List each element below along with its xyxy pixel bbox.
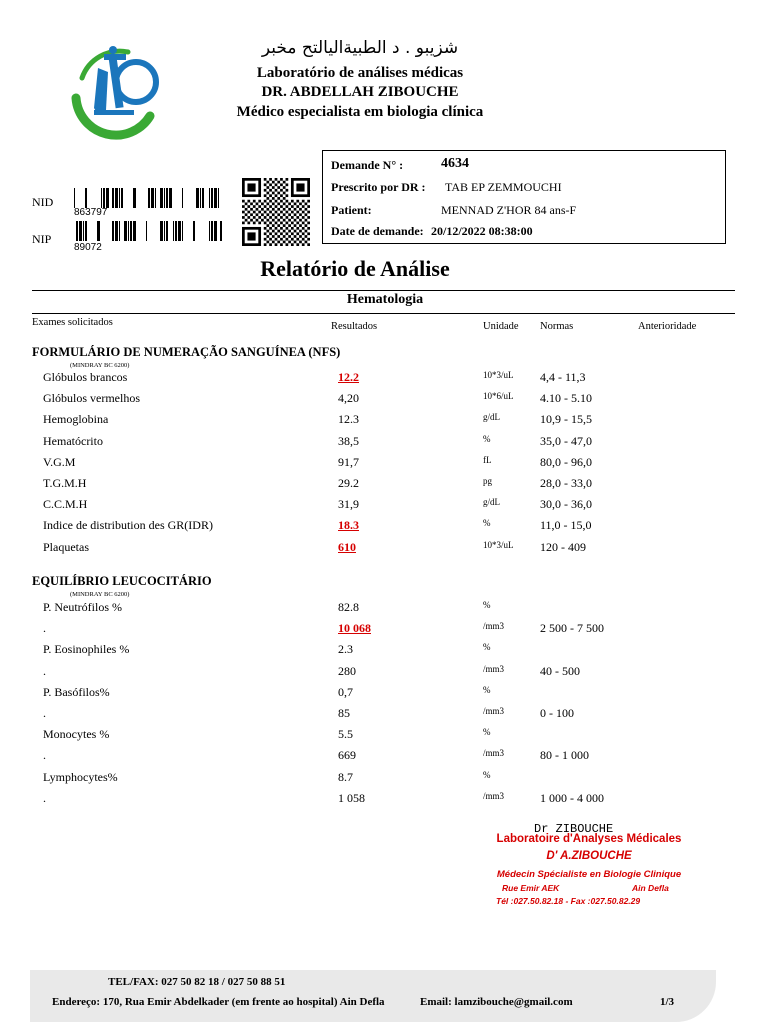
unit-value: 10*3/uL xyxy=(483,370,514,380)
table-row xyxy=(0,685,768,705)
table-row xyxy=(0,434,768,454)
stamp-line4b: Ain Defla xyxy=(632,883,669,893)
norm-value: 1 000 - 4 000 xyxy=(540,790,604,805)
table-row xyxy=(0,791,768,811)
unit-value: 10*3/uL xyxy=(483,539,514,550)
header-specialty: Médico especialista em biologia clínica xyxy=(236,104,484,120)
footer-email: Email: lamzibouche@gmail.com xyxy=(420,996,573,1008)
exam-name: Indice de distribution des GR(IDR) xyxy=(43,518,213,533)
patient-label: Patient: xyxy=(331,203,372,217)
col-unit-header: Unidade xyxy=(483,321,519,332)
group-device-leuco: (MINDRAY BC 6200) xyxy=(70,591,130,598)
result-value: 38,5 xyxy=(338,433,359,448)
unit-value: % xyxy=(483,600,491,610)
unit-value: /mm3 xyxy=(483,663,505,674)
exam-name: Glóbulos brancos xyxy=(43,370,128,384)
table-row xyxy=(0,455,768,475)
header-doctor-name: DR. ABDELLAH ZIBOUCHE xyxy=(261,84,459,100)
result-value: 2.3 xyxy=(338,642,353,657)
result-value: 85 xyxy=(338,706,350,720)
exam-name: T.G.M.H xyxy=(43,476,87,490)
table-row xyxy=(0,770,768,790)
exam-name: . xyxy=(43,621,46,636)
qr-code xyxy=(242,178,310,246)
stamp-line5: Tél :027.50.82.18 - Fax :027.50.82.29 xyxy=(496,896,641,906)
col-result-header: Resultados xyxy=(331,321,378,332)
result-value: 12.2 xyxy=(338,370,359,384)
unit-value: % xyxy=(483,433,491,444)
norm-value: 80 - 1 000 xyxy=(540,748,589,763)
lab-logo xyxy=(58,38,168,148)
patient-value: MENNAD Z'HOR 84 ans-F xyxy=(441,203,577,217)
norm-value: 40 - 500 xyxy=(540,663,580,678)
divider xyxy=(32,290,735,291)
unit-value: pg xyxy=(483,476,492,486)
result-value: 31,9 xyxy=(338,497,359,512)
divider xyxy=(32,313,735,314)
unit-value: g/dL xyxy=(483,497,500,508)
unit-value: /mm3 xyxy=(483,790,505,801)
result-value: 5.5 xyxy=(338,727,353,742)
footer-tel: TEL/FAX: 027 50 82 18 / 027 50 88 51 xyxy=(108,976,286,988)
demande-value: 4634 xyxy=(441,156,469,171)
lab-stamp xyxy=(482,820,697,920)
exam-name: . xyxy=(43,790,46,805)
result-value: 91,7 xyxy=(338,454,359,469)
exam-name: Monocytes % xyxy=(43,727,110,742)
table-row xyxy=(0,706,768,726)
table-row xyxy=(0,748,768,768)
norm-value: 4.10 - 5.10 xyxy=(540,391,592,406)
exam-name: Lymphocytes% xyxy=(43,769,118,784)
exam-name: . xyxy=(43,663,46,678)
table-row xyxy=(0,370,768,390)
norm-value: 30,0 - 36,0 xyxy=(540,497,592,512)
result-value: 280 xyxy=(338,663,356,678)
result-value: 8.7 xyxy=(338,769,353,784)
result-value: 669 xyxy=(338,748,356,763)
table-row xyxy=(0,642,768,662)
request-info-box xyxy=(322,150,726,244)
col-prev-header: Anterioridade xyxy=(638,321,697,332)
nip-value: 89072 xyxy=(74,242,102,253)
unit-value: % xyxy=(483,684,491,695)
norm-value: 80,0 - 96,0 xyxy=(540,454,592,469)
section-title: Hematologia xyxy=(346,292,424,307)
exam-name: P. Basófilos% xyxy=(43,684,110,699)
group-title-leuco: EQUILÍBRIO LEUCOCITÁRIO xyxy=(32,574,212,588)
unit-value: /mm3 xyxy=(483,621,505,632)
norm-value: 28,0 - 33,0 xyxy=(540,476,592,490)
table-row xyxy=(0,540,768,560)
header-arabic: شزيبو . د الطبيةاليالتح مخبر xyxy=(261,38,459,58)
norm-value: 10,9 - 15,5 xyxy=(540,412,592,427)
table-row xyxy=(0,412,768,432)
unit-value: % xyxy=(483,642,491,653)
unit-value: fL xyxy=(483,454,492,465)
table-row xyxy=(0,497,768,517)
exam-name: Hematócrito xyxy=(43,433,103,448)
result-value: 0,7 xyxy=(338,684,353,699)
norm-value: 11,0 - 15,0 xyxy=(540,518,592,533)
stamp-signature: Dr ZIBOUCHE xyxy=(534,822,614,836)
unit-value: 10*6/uL xyxy=(483,391,514,402)
nid-value: 863797 xyxy=(74,207,108,218)
exam-name: V.G.M xyxy=(43,454,76,469)
nid-barcode xyxy=(74,188,222,208)
norm-value: 2 500 - 7 500 xyxy=(540,621,604,636)
stamp-line4a: Rue Emir AEK xyxy=(502,883,560,893)
unit-value: /mm3 xyxy=(483,748,505,759)
group-device-nfs: (MINDRAY BC 6200) xyxy=(70,362,130,369)
unit-value: % xyxy=(483,769,491,780)
header-lab-name: Laboratório de análises médicas xyxy=(256,65,464,81)
result-value: 18.3 xyxy=(338,518,359,533)
stamp-line3: Médecin Spécialiste en Biologie Clinique xyxy=(496,869,682,880)
exam-name: . xyxy=(43,748,46,763)
exam-name: . xyxy=(43,706,46,720)
result-value: 82.8 xyxy=(338,600,359,614)
norm-value: 35,0 - 47,0 xyxy=(540,433,592,448)
norm-value: 4,4 - 11,3 xyxy=(540,370,586,384)
unit-value: /mm3 xyxy=(483,706,505,716)
table-row xyxy=(0,476,768,496)
nip-barcode xyxy=(74,221,222,241)
nip-label: NIP xyxy=(32,232,52,246)
norm-value: 0 - 100 xyxy=(540,706,574,720)
norm-value: 120 - 409 xyxy=(540,539,586,554)
result-value: 12.3 xyxy=(338,412,359,427)
report-title: Relatório de Análise xyxy=(260,256,450,281)
table-row xyxy=(0,518,768,538)
exam-name: C.C.M.H xyxy=(43,497,88,512)
unit-value: % xyxy=(483,727,491,738)
demande-label: Demande N° : xyxy=(331,158,404,172)
col-norm-header: Normas xyxy=(540,321,574,332)
stamp-line2: D' A.ZIBOUCHE xyxy=(546,850,632,862)
date-value: 20/12/2022 08:38:00 xyxy=(431,224,533,238)
exam-name: Hemoglobina xyxy=(43,412,109,427)
result-value: 610 xyxy=(338,539,356,554)
prescrit-label: Prescrito por DR : xyxy=(331,180,426,194)
result-value: 10 068 xyxy=(338,621,371,636)
col-exam-header: Exames solicitados xyxy=(32,317,113,328)
exam-name: P. Neutrófilos % xyxy=(43,600,122,614)
table-row xyxy=(0,727,768,747)
table-row xyxy=(0,621,768,641)
stamp-line1: Laboratoire d'Analyses Médicales xyxy=(496,833,682,845)
unit-value: % xyxy=(483,518,491,529)
exam-name: P. Eosinophiles % xyxy=(43,642,130,657)
nid-label: NID xyxy=(32,195,54,209)
result-value: 1 058 xyxy=(338,790,365,805)
table-row xyxy=(0,391,768,411)
result-value: 4,20 xyxy=(338,391,359,406)
exam-name: Plaquetas xyxy=(43,539,89,554)
table-row xyxy=(0,600,768,620)
unit-value: g/dL xyxy=(483,412,500,423)
footer-page: 1/3 xyxy=(660,996,675,1008)
exam-name: Glóbulos vermelhos xyxy=(43,391,140,406)
footer-address: Endereço: 170, Rua Emir Abdelkader (em frente ao hospital) Ain Defla xyxy=(52,996,385,1008)
prescrit-value: TAB EP ZEMMOUCHI xyxy=(445,180,562,194)
result-value: 29.2 xyxy=(338,476,359,490)
group-title-nfs: FORMULÁRIO DE NUMERAÇÃO SANGUÍNEA (NFS) xyxy=(32,345,341,359)
table-row xyxy=(0,664,768,684)
date-label: Date de demande: xyxy=(331,224,424,238)
